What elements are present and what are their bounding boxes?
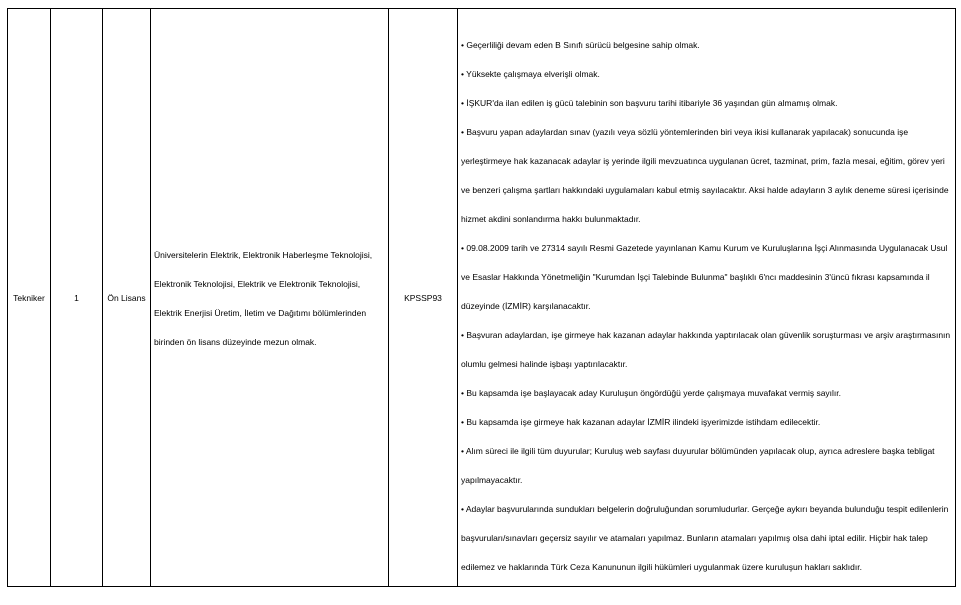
job-posting-table (7, 8, 956, 587)
requirement-item: • Alım süreci ile ilgili tüm duyurular; Kuruluş web sayfası duyurular bölümünden yapılacak olup, ayrıca adreslere başka tebligat yapılmayacaktır. (461, 445, 935, 485)
score-type-cell (389, 9, 458, 587)
table-row (8, 9, 956, 587)
requirement-item: • Yüksekte çalışmaya elverişli olmak. (461, 68, 600, 79)
education-level: Ön Lisans (107, 292, 146, 303)
position-title: Tekniker (13, 292, 45, 303)
requirement-item: • Adaylar başvurularında sundukları belgelerin doğruluğundan sorumludurlar. Gerçeğe aykırı beyanda bulunduğu tespit edilenlerin başvuruları/sınavları geçersiz sayılır ve atamaları yapılmaz. Bunların atamaları yapılmış olsa dahi iptal edilir. Hiçbir hak talep edilemez ve haklarında Türk Ceza Kanununun ilgili hükümleri uygulanmak üzere kuruluşun hakları saklıdır. (461, 503, 949, 572)
requirements-list (461, 14, 952, 582)
requirement-item: • 09.08.2009 tarih ve 27314 sayılı Resmi Gazetede yayınlanan Kamu Kurum ve Kuruluşlarına İşçi Alınmasında Uygulanacak Usul ve Esaslar Hakkında Yönetmeliğin "Kurumdan İşçi Talebinde Bulunma" başlıklı 6'ncı maddesinin 3'üncü fıkrası kapsamında il düzeyinde (İZMİR) karşılanacaktır. (461, 242, 948, 311)
requirement-item: • Geçerliliği devam eden B Sınıfı sürücü belgesine sahip olmak. (461, 39, 700, 50)
requirement-item: • Bu kapsamda işe girmeye hak kazanan adaylar İZMİR ilindeki işyerimizde istihdam edilecektir. (461, 416, 821, 427)
score-type: KPSSP93 (404, 292, 442, 303)
position-count: 1 (74, 292, 79, 303)
program-requirement-cell (151, 9, 389, 587)
requirements-cell (458, 9, 956, 587)
program-requirement: Üniversitelerin Elektrik, Elektronik Haberleşme Teknolojisi, Elektronik Teknolojisi, Elektrik ve Elektronik Teknolojisi, Elektrik Enerjisi Üretim, İletim ve Dağıtımı bölümlerinden birinden ön lisans düzeyinde mezun olmak. (154, 249, 373, 347)
requirement-item: • İŞKUR'da ilan edilen iş gücü talebinin son başvuru tarihi itibariyle 36 yaşından gün almamış olmak. (461, 97, 838, 108)
education-level-cell (103, 9, 151, 587)
requirement-item: • Başvuran adaylardan, işe girmeye hak kazanan adaylar hakkında yaptırılacak olan güvenlik soruşturması ve arşiv araştırmasının olumlu gelmesi halinde işbaşı yaptırılacaktır. (461, 329, 951, 369)
position-title-cell (8, 9, 51, 587)
requirement-item: • Bu kapsamda işe başlayacak aday Kuruluşun öngördüğü yerde çalışmaya muvafakat vermiş sayılır. (461, 387, 842, 398)
requirement-item: • Başvuru yapan adaylardan sınav (yazılı veya sözlü yöntemlerinden biri veya ikisi kullanarak yapılacak) sonucunda işe yerleştirmeye hak kazanacak adaylar iş yerinde ilgili mevzuatınca uygulanan ücret, tazminat, prim, fazla mesai, eğitim, görev yeri ve benzeri çalışma şartları hakkındaki uygulamaları kabul etmiş sayılacaktır. Aksi halde adayların 3 aylık deneme süresi içerisinde hizmet akdini sonlandırma hakkı bulunmaktadır. (461, 126, 949, 224)
position-count-cell (51, 9, 103, 587)
